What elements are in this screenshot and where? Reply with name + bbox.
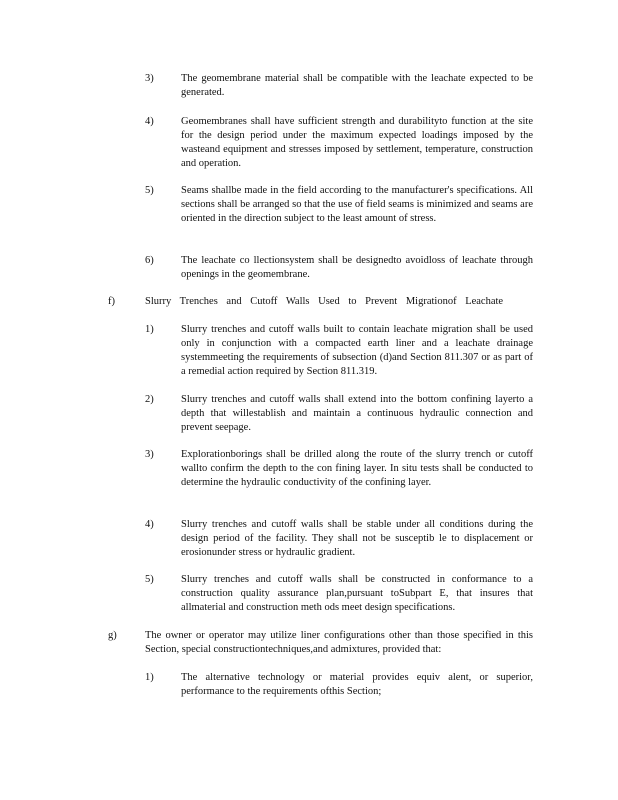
item-marker: 5) (145, 185, 154, 196)
item-text: Slurry trenches and cutoff walls built to contain leachate migration shall be used only in conjunction with a compacted earth liner and a leachate drainage systemmeeting the requirements of subsection (d)and Section 811.307 or as part of a remedial action required by Section 811.319. (181, 324, 533, 377)
item-text: Slurry trenches and cutoff walls shall be stable under all conditions during the design period of the facility. They shall not be susceptib le to displacement or erosionunder stress or hydraulic gradient. (181, 519, 533, 558)
item-text: Slurry trenches and cutoff walls shall be constructed in conformance to a construction quality assurance plan,pursuant toSubpart E, that insures that allmaterial and construction meth ods meet design specifications. (181, 574, 533, 613)
item-text: Geomembranes shall have sufficient strength and durabilityto function at the site for the design period under the maximum expected loadings imposed by the wasteand equipment and stresses imposed by settlement, temperature, construction and operation. (181, 116, 533, 169)
item-marker: 4) (145, 116, 154, 127)
item-marker: 4) (145, 519, 154, 530)
item-marker: 3) (145, 449, 154, 460)
item-text: The alternative technology or material provides equiv alent, or superior, performance to the requirements ofthis Section; (181, 672, 533, 697)
item-text: Seams shallbe made in the field according to the manufacturer's specifications. All sections shall be arranged so that the use of field seams is minimized and seams are oriented in the direction subject to the least amount of stress. (181, 185, 533, 224)
item-marker: 1) (145, 324, 154, 335)
item-text: Explorationborings shall be drilled along the route of the slurry trench or cutoff wallto confirm the depth to the con fining layer. In situ tests shall be conducted to determine the hydraulic conductivity of the confining layer. (181, 449, 533, 488)
section-marker: g) (108, 630, 117, 641)
item-text: The geomembrane material shall be compatible with the leachate expected to be generated. (181, 73, 533, 98)
item-marker: 6) (145, 255, 154, 266)
item-text: The leachate co llectionsystem shall be designedto avoidloss of leachate through openings in the geomembrane. (181, 255, 533, 280)
section-heading: Slurry Trenches and Cutoff Walls Used to Prevent Migrationof Leachate (145, 296, 504, 307)
item-marker: 1) (145, 672, 154, 683)
item-marker: 5) (145, 574, 154, 585)
section-text: The owner or operator may utilize liner configurations other than those specified in this Section, special constructiontechniques,and admixtures, provided that: (145, 630, 533, 655)
item-marker: 2) (145, 394, 154, 405)
section-marker: f) (108, 296, 115, 307)
item-text: Slurry trenches and cutoff walls shall extend into the bottom confining layerto a depth that willestablish and maintain a continuous hydraulic connection and prevent seepage. (181, 394, 533, 433)
item-marker: 3) (145, 73, 154, 84)
